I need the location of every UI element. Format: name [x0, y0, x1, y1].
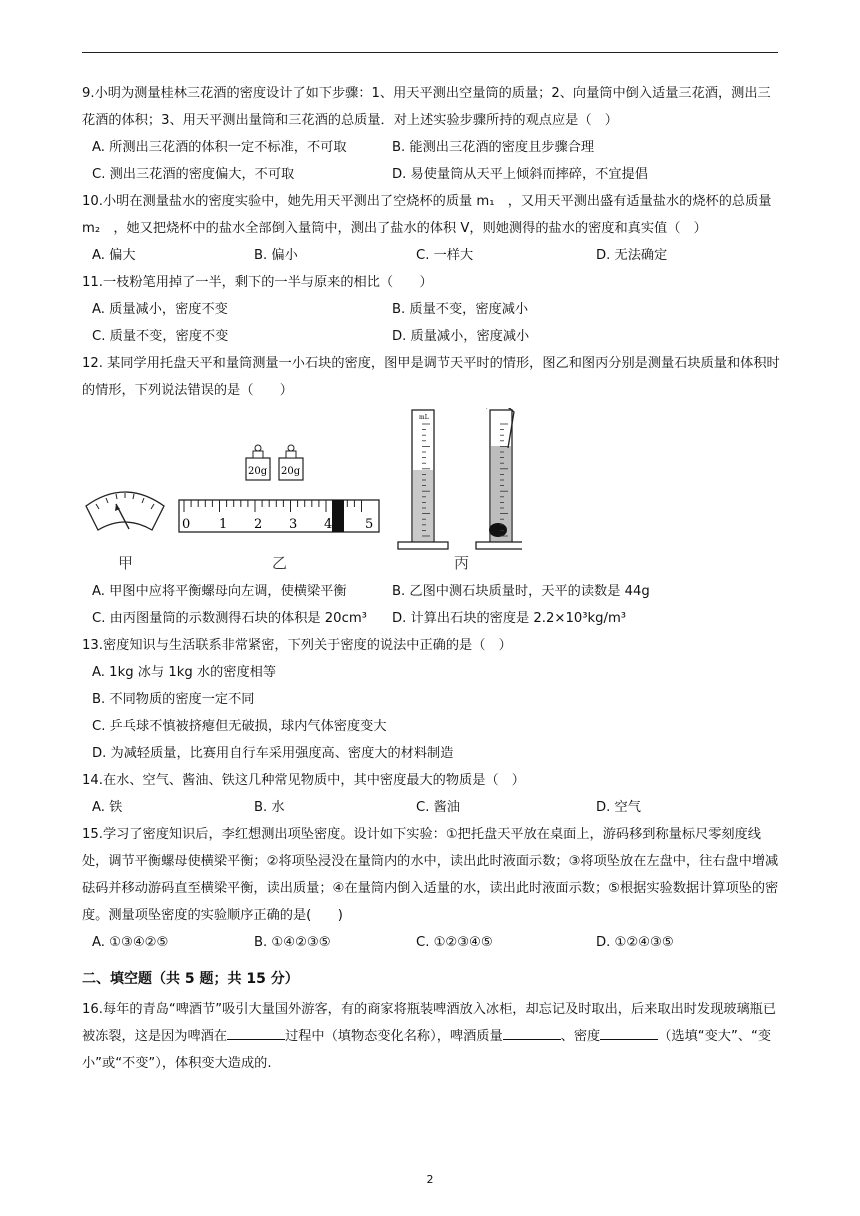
- options: [82, 929, 782, 956]
- cylinder-unit: mL: [419, 414, 429, 421]
- option-b[interactable]: B. 偏小: [254, 248, 298, 263]
- option-a[interactable]: A. 所测出三花酒的体积一定不标准，不可取: [92, 140, 347, 155]
- options: [82, 794, 782, 821]
- weight-label: 20g: [281, 466, 301, 477]
- stem-part: 过程中（填物态变化名称），啤酒质量: [285, 1029, 503, 1044]
- options: [82, 659, 782, 767]
- tick-label: 2: [254, 517, 263, 532]
- tick-label: 3: [289, 517, 298, 532]
- tick-label: 0: [182, 517, 191, 532]
- question-13: [82, 632, 782, 767]
- option-c[interactable]: C. 由丙图量筒的示数测得石块的体积是 20cm³: [92, 611, 367, 626]
- header-rule: [82, 52, 778, 53]
- option-c[interactable]: C. 一样大: [416, 248, 474, 263]
- option-c[interactable]: C. 酱油: [416, 800, 460, 815]
- caption-bing: 丙: [454, 554, 470, 572]
- caption-jia: 甲: [118, 554, 134, 572]
- option-d[interactable]: D. 空气: [596, 800, 641, 815]
- question-stem: 14.在水、空气、酱油、铁这几种常见物质中，其中密度最大的物质是（ ）: [82, 773, 525, 788]
- option-b[interactable]: B. 水: [254, 800, 285, 815]
- question-stem: 13.密度知识与生活联系非常紧密，下列关于密度的说法中正确的是（ ）: [82, 638, 512, 653]
- weight-label: 20g: [248, 466, 268, 477]
- dial-jia: [86, 492, 164, 530]
- balance-cylinder-figure: [82, 408, 782, 578]
- option-b[interactable]: B. ①④②③⑤: [254, 935, 331, 950]
- option-a[interactable]: A. 质量减小，密度不变: [92, 302, 228, 317]
- question-12: [82, 350, 782, 632]
- options: [82, 242, 782, 269]
- option-a[interactable]: A. 偏大: [92, 248, 136, 263]
- option-d[interactable]: D. 为减轻质量，比赛用自行车采用强度高、密度大的材料制造: [92, 746, 454, 761]
- option-c[interactable]: C. 质量不变，密度不变: [92, 329, 229, 344]
- tick-label: 5: [365, 517, 374, 532]
- figure-svg: [82, 408, 522, 578]
- option-b[interactable]: B. 能测出三花酒的密度且步骤合理: [392, 140, 595, 155]
- question-stem: 10.小明在测量盐水的密度实验中，她先用天平测出了空烧杯的质量 m₁ ，又用天平测出盛有适量盐水的烧杯的总质量 m₂ ，她又把烧杯中的盐水全部倒入量筒中，测出了盐水的体积 V，则她测得的盐水的密度和真实值（ ）: [82, 194, 772, 236]
- cylinder-right: [476, 408, 522, 549]
- weights-yi: [246, 445, 303, 480]
- question-stem: [82, 996, 782, 1077]
- options: [82, 578, 782, 632]
- option-b[interactable]: B. 不同物质的密度一定不同: [92, 692, 255, 707]
- option-d[interactable]: D. ①②④③⑤: [596, 935, 674, 950]
- question-9: [82, 80, 782, 188]
- answer-blank[interactable]: [600, 1025, 658, 1040]
- option-d[interactable]: D. 质量减小，密度减小: [392, 329, 530, 344]
- option-b[interactable]: B. 乙图中测石块质量时，天平的读数是 44g: [392, 584, 650, 599]
- option-d[interactable]: D. 无法确定: [596, 248, 668, 263]
- ruler-yi: [179, 500, 379, 532]
- question-14: [82, 767, 782, 821]
- question-10: [82, 188, 782, 269]
- question-stem: 9.小明为测量桂林三花酒的密度设计了如下步骤：1、用天平测出空量筒的质量；2、向量筒中倒入适量三花酒，测出三花酒的体积；3、用天平测出量筒和三花酒的总质量．对上述实验步骤所持的观点应是（ ）: [82, 86, 771, 128]
- option-b[interactable]: B. 质量不变，密度减小: [392, 302, 529, 317]
- tick-label: 4: [324, 517, 333, 532]
- answer-blank[interactable]: [503, 1025, 561, 1040]
- options: [82, 134, 782, 188]
- option-c[interactable]: C. 测出三花酒的密度偏大，不可取: [92, 167, 295, 182]
- answer-blank[interactable]: [227, 1025, 285, 1040]
- section-title: 二、填空题（共 5 题；共 15 分）: [82, 971, 299, 987]
- tick-label: 1: [219, 517, 228, 532]
- stem-part: 、密度: [560, 1029, 601, 1044]
- stem-part: 16.每年的青岛“啤酒节”吸引大量国外游客，有的商家将瓶装啤酒放入冰柜，却忘记及时取出，后来取出时发现玻璃瓶已被冻裂，这是因为啤酒在: [82, 1002, 777, 1044]
- option-c[interactable]: C. 乒乓球不慎被挤瘪但无破损，球内气体密度变大: [92, 719, 387, 734]
- option-a[interactable]: A. 铁: [92, 800, 123, 815]
- option-c[interactable]: C. ①②③④⑤: [416, 935, 493, 950]
- question-stem: 11.一枝粉笔用掉了一半，剩下的一半与原来的相比（ ）: [82, 275, 433, 290]
- question-stem: 15.学习了密度知识后，李红想测出项坠密度。设计如下实验：①把托盘天平放在桌面上，游码移到称量标尺零刻度线处，调节平衡螺母使横梁平衡；②将项坠浸没在量筒内的水中，读出此时液面示数；③将项坠放在左盘中，往右盘中增减砝码并移动游码直至横梁平衡，读出质量；④在量筒内倒入适量的水，读出此时液面示数；⑤根据实验数据计算项坠的密度。测量项坠密度的实验顺序正确的是( ): [82, 827, 779, 923]
- option-d[interactable]: D. 计算出石块的密度是 2.2×10³kg/m³: [392, 611, 627, 626]
- question-stem: 12. 某同学用托盘天平和量筒测量一小石块的密度，图甲是调节天平时的情形，图乙和图丙分别是测量石块质量和体积时的情形，下列说法错误的是（ ）: [82, 356, 780, 398]
- caption-yi: 乙: [272, 554, 288, 572]
- question-11: [82, 269, 782, 350]
- exam-page: [82, 80, 782, 1077]
- stem-part: （选填“变大”、“变小”或“不变”），体积变大造成的.: [82, 1029, 772, 1071]
- option-a[interactable]: A. 甲图中应将平衡螺母向左调，使横梁平衡: [92, 584, 347, 599]
- option-a[interactable]: A. ①③④②⑤: [92, 935, 169, 950]
- cylinder-left: [398, 410, 448, 549]
- option-d[interactable]: D. 易使量筒从天平上倾斜而摔碎，不宜提倡: [392, 167, 648, 182]
- options: [82, 296, 782, 350]
- question-15: [82, 821, 782, 956]
- question-16: [82, 996, 782, 1077]
- option-a[interactable]: A. 1kg 冰与 1kg 水的密度相等: [92, 665, 277, 680]
- page-number: 2: [426, 1173, 434, 1186]
